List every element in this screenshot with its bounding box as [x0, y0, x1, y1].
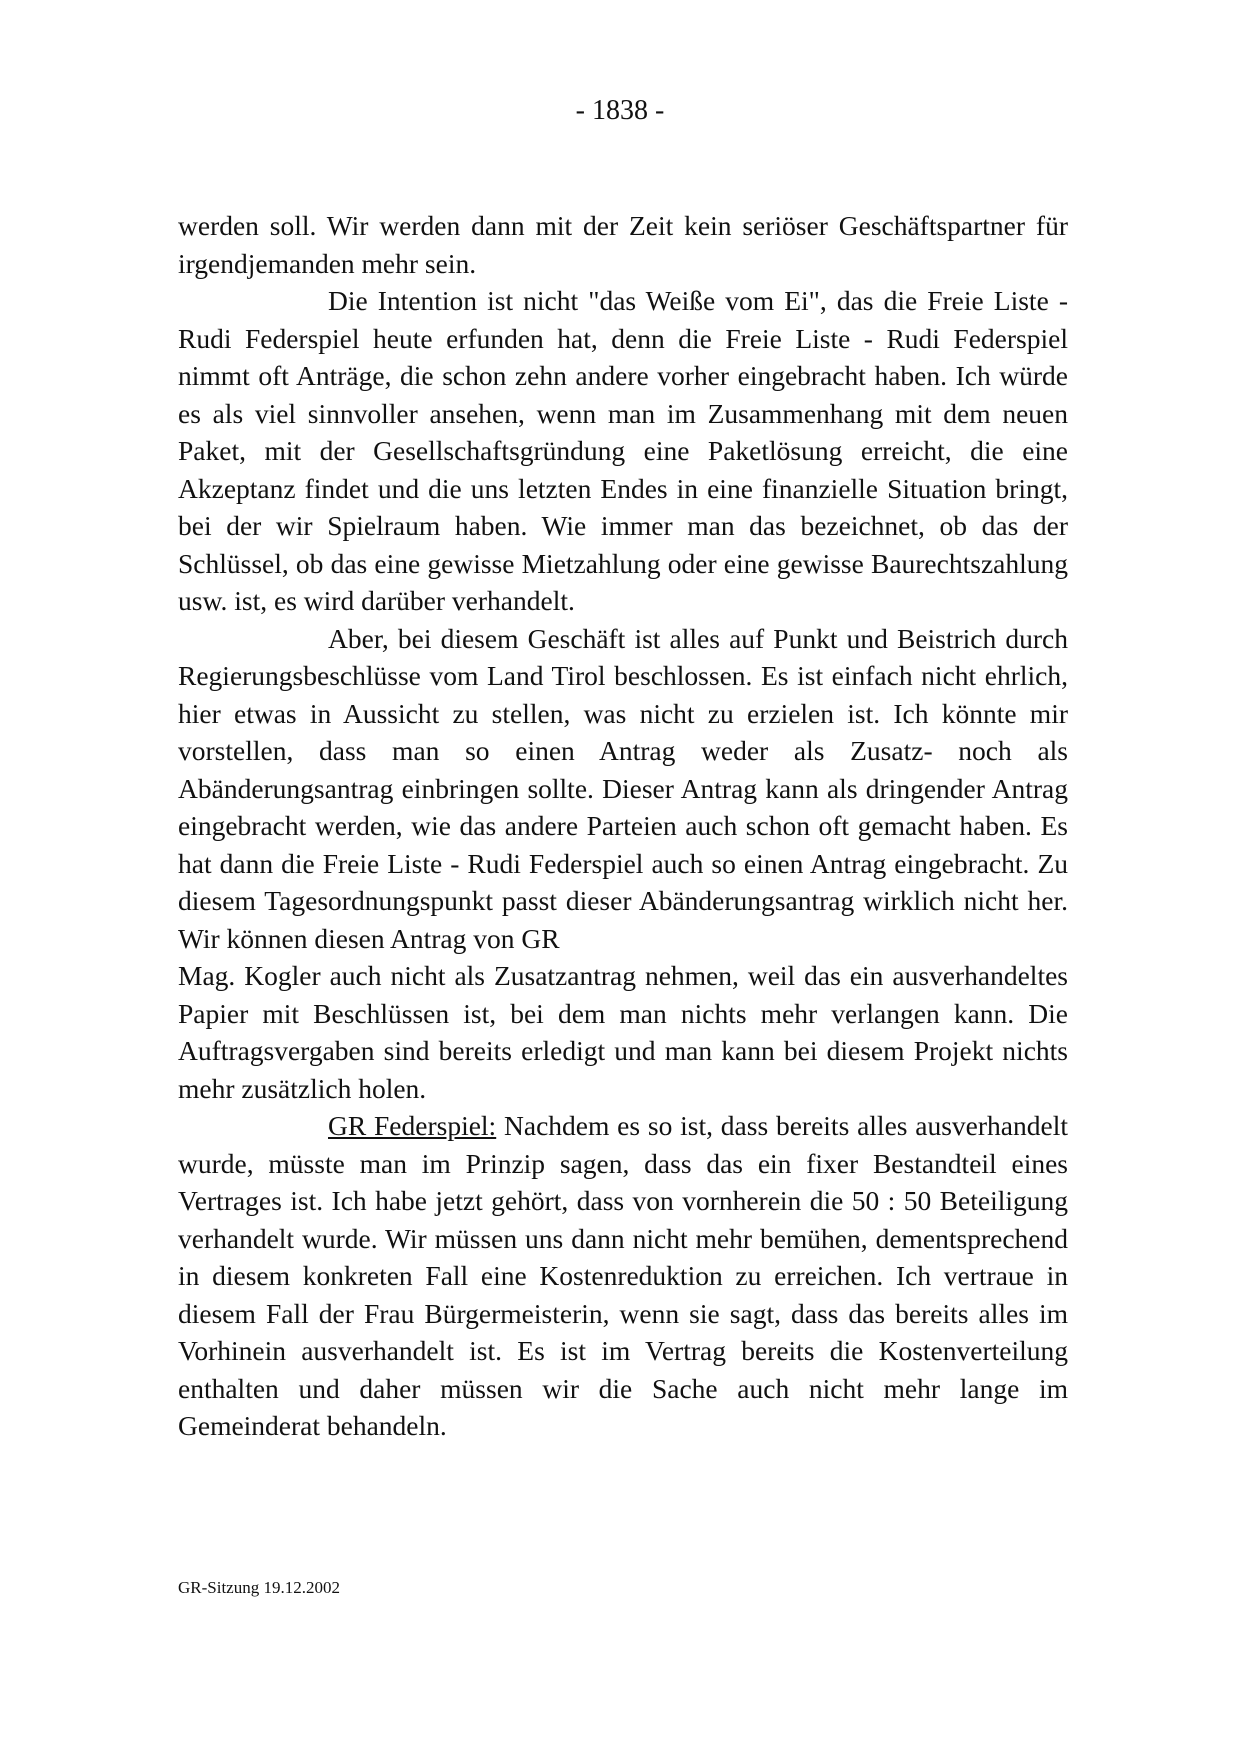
page-number: - 1838 - — [575, 95, 665, 126]
paragraph-business: Aber, bei diesem Geschäft ist alles auf Punkt und Beistrich durch Regierungsbeschlüsse vom Land Tirol beschlossen. Es ist einfach nicht ehrlich, hier etwas in Aussicht zu stellen, was nicht zu erzielen ist. Ich könnte mir vorstellen, dass man so einen Antrag weder als Zusatz- noch als Abänderungsantrag einbringen sollte. Dieser Antrag kann als dringender Antrag eingebracht werden, wie das andere Parteien auch schon oft gemacht haben. Es hat dann die Freie Liste - Rudi Federspiel auch so einen Antrag eingebracht. Zu diesem Tagesordnungspunkt passt dieser Abänderungsantrag wirklich nicht her. Wir können diesen Antrag von GR — [178, 622, 1068, 954]
paragraph-continuation: werden soll. Wir werden dann mit der Zeit kein seriöser Geschäftspartner für irgendjemanden mehr sein. — [178, 210, 1068, 279]
paragraph-federspiel — [178, 1107, 1068, 1445]
speaker-statement: Nachdem es so ist, dass bereits alles ausverhandelt wurde, müsste man im Prinzip sagen, dass das ein fixer Bestandteil eines Vertrages ist. Ich habe jetzt gehört, dass von vornherein die 50 : 50 Beteiligung verhandelt wurde. Wir müssen uns dann nicht mehr bemühen, dementsprechend in diesem konkreten Fall eine Kostenreduktion zu erreichen. Ich vertraue in diesem Fall der Frau Bürgermeisterin, wenn sie sagt, dass das bereits alles im Vorhinein ausverhandelt ist. Es ist im Vertrag bereits die Kostenverteilung enthalten und daher müssen wir die Sache auch nicht mehr lange im Gemeinderat behandeln. — [178, 1110, 1068, 1441]
footer-session-date: GR-Sitzung 19.12.2002 — [178, 1578, 340, 1597]
paragraph-business-continued: Mag. Kogler auch nicht als Zusatzantrag nehmen, weil das ein ausverhandeltes Papier mit Beschlüssen ist, bei dem man nichts mehr verlangen kann. Die Auftragsvergaben sind bereits erledigt und man kann bei diesem Projekt nichts mehr zusätzlich holen. — [178, 960, 1068, 1104]
paragraph-intention: Die Intention ist nicht "das Weiße vom Ei", das die Freie Liste - Rudi Federspiel heute erfunden hat, denn die Freie Liste - Rudi Federspiel nimmt oft Anträge, die schon zehn andere vorher eingebracht haben. Ich würde es als viel sinnvoller ansehen, wenn man im Zusammenhang mit dem neuen Paket, mit der Gesellschaftsgründung eine Paketlösung erreicht, die eine Akzeptanz findet und die uns letzten Endes in eine finanzielle Situation bringt, bei der wir Spielraum haben. Wie immer man das bezeichnet, ob das der Schlüssel, ob das eine gewisse Mietzahlung oder eine gewisse Baurechtszahlung usw. ist, es wird darüber verhandelt. — [178, 285, 1068, 616]
body-text — [178, 207, 1068, 1445]
speaker-label: GR Federspiel: — [328, 1110, 497, 1141]
